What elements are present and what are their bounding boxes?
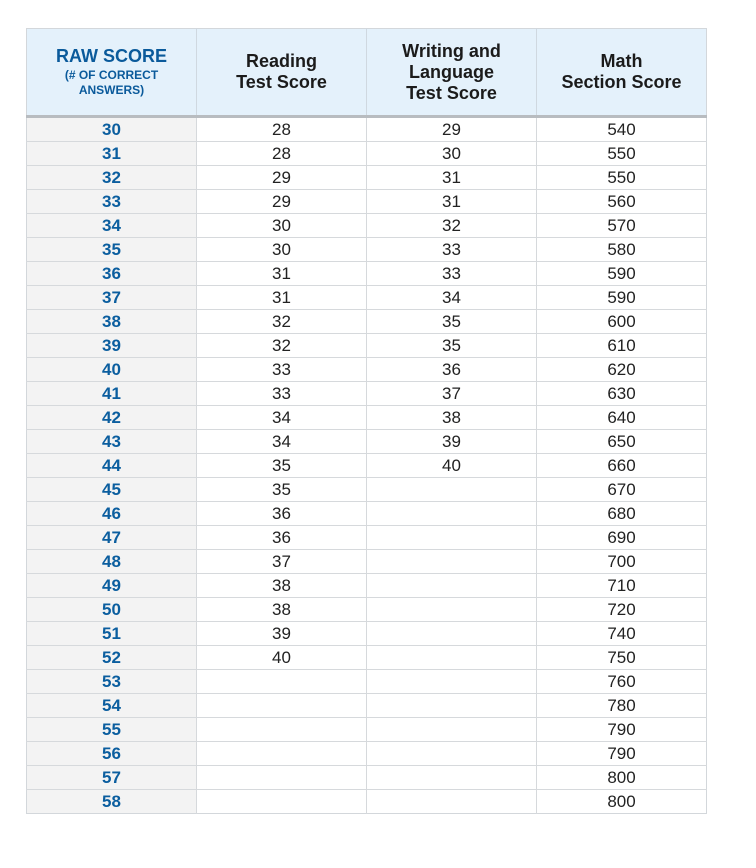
reading-score-cell: 29 [197, 190, 367, 214]
writing-score-cell [367, 502, 537, 526]
reading-score-cell: 32 [197, 310, 367, 334]
raw-score-cell: 58 [27, 790, 197, 814]
writing-score-cell [367, 550, 537, 574]
raw-score-cell: 52 [27, 646, 197, 670]
writing-score-cell [367, 718, 537, 742]
raw-score-cell: 43 [27, 430, 197, 454]
reading-score-cell: 28 [197, 142, 367, 166]
math-score-cell: 590 [537, 286, 707, 310]
writing-score-cell: 35 [367, 310, 537, 334]
raw-score-cell: 35 [27, 238, 197, 262]
reading-score-cell [197, 790, 367, 814]
raw-score-cell: 55 [27, 718, 197, 742]
raw-score-cell: 33 [27, 190, 197, 214]
math-score-cell: 570 [537, 214, 707, 238]
table-row [27, 406, 707, 430]
table-row [27, 790, 707, 814]
table-row [27, 742, 707, 766]
math-score-cell: 690 [537, 526, 707, 550]
table-row [27, 382, 707, 406]
raw-score-cell: 39 [27, 334, 197, 358]
writing-score-cell [367, 526, 537, 550]
reading-score-cell: 31 [197, 286, 367, 310]
raw-score-subtitle-line-2: ANSWERS) [78, 83, 145, 97]
writing-score-cell: 29 [367, 117, 537, 142]
table-row [27, 310, 707, 334]
reading-score-cell: 35 [197, 478, 367, 502]
raw-score-cell: 56 [27, 742, 197, 766]
raw-score-cell: 57 [27, 766, 197, 790]
writing-score-cell: 31 [367, 166, 537, 190]
math-score-cell: 630 [537, 382, 707, 406]
math-score-cell: 580 [537, 238, 707, 262]
table-row [27, 262, 707, 286]
table-body [27, 117, 707, 814]
table-row [27, 766, 707, 790]
math-score-cell: 670 [537, 478, 707, 502]
math-score-cell: 550 [537, 166, 707, 190]
reading-score-cell: 34 [197, 406, 367, 430]
writing-score-cell: 30 [367, 142, 537, 166]
writing-score-cell: 33 [367, 262, 537, 286]
table-row [27, 646, 707, 670]
math-score-cell: 780 [537, 694, 707, 718]
writing-score-cell [367, 670, 537, 694]
reading-score-cell: 32 [197, 334, 367, 358]
raw-score-cell: 38 [27, 310, 197, 334]
writing-score-cell: 39 [367, 430, 537, 454]
reading-score-cell: 37 [197, 550, 367, 574]
math-score-cell: 720 [537, 598, 707, 622]
writing-score-cell [367, 574, 537, 598]
reading-score-cell: 30 [197, 238, 367, 262]
table-row [27, 286, 707, 310]
raw-score-cell: 48 [27, 550, 197, 574]
raw-score-cell: 54 [27, 694, 197, 718]
raw-score-cell: 36 [27, 262, 197, 286]
math-score-cell: 590 [537, 262, 707, 286]
raw-score-cell: 53 [27, 670, 197, 694]
raw-score-cell: 50 [27, 598, 197, 622]
math-score-cell: 600 [537, 310, 707, 334]
writing-score-cell: 31 [367, 190, 537, 214]
writing-score-cell [367, 790, 537, 814]
raw-score-cell: 45 [27, 478, 197, 502]
math-score-cell: 680 [537, 502, 707, 526]
raw-score-cell: 41 [27, 382, 197, 406]
reading-header [197, 29, 367, 117]
reading-score-cell [197, 718, 367, 742]
table-row [27, 502, 707, 526]
writing-score-cell: 37 [367, 382, 537, 406]
writing-header-line-1: Writing and [402, 40, 501, 61]
math-score-cell: 790 [537, 718, 707, 742]
reading-score-cell [197, 694, 367, 718]
writing-score-cell [367, 478, 537, 502]
math-score-cell: 650 [537, 430, 707, 454]
raw-score-subtitle-line-1: (# OF CORRECT [64, 68, 159, 82]
math-score-cell: 710 [537, 574, 707, 598]
writing-score-cell: 34 [367, 286, 537, 310]
math-score-cell: 620 [537, 358, 707, 382]
math-header [537, 29, 707, 117]
table-row [27, 598, 707, 622]
math-score-cell: 660 [537, 454, 707, 478]
table-row [27, 117, 707, 142]
writing-header [367, 29, 537, 117]
table-row [27, 478, 707, 502]
math-header-line-1: Math [600, 51, 643, 71]
raw-score-cell: 49 [27, 574, 197, 598]
raw-score-title: RAW SCORE [55, 46, 167, 66]
reading-score-cell: 29 [197, 166, 367, 190]
reading-header-line-2: Test Score [236, 72, 327, 92]
math-score-cell: 740 [537, 622, 707, 646]
table-row [27, 694, 707, 718]
writing-score-cell [367, 646, 537, 670]
raw-score-cell: 40 [27, 358, 197, 382]
table-row [27, 214, 707, 238]
writing-score-cell [367, 742, 537, 766]
reading-score-cell: 34 [197, 430, 367, 454]
reading-score-cell: 33 [197, 358, 367, 382]
writing-score-cell: 32 [367, 214, 537, 238]
reading-score-cell [197, 766, 367, 790]
reading-score-cell: 31 [197, 262, 367, 286]
table-row [27, 526, 707, 550]
table-header [27, 29, 707, 117]
math-header-line-2: Section Score [561, 72, 682, 92]
raw-score-cell: 30 [27, 117, 197, 142]
reading-score-cell: 39 [197, 622, 367, 646]
header-row [27, 29, 707, 117]
math-score-cell: 700 [537, 550, 707, 574]
raw-score-cell: 34 [27, 214, 197, 238]
table-row [27, 358, 707, 382]
table-row [27, 142, 707, 166]
math-score-cell: 790 [537, 742, 707, 766]
table-row [27, 550, 707, 574]
math-score-cell: 760 [537, 670, 707, 694]
math-score-cell: 750 [537, 646, 707, 670]
reading-score-cell: 28 [197, 117, 367, 142]
table-row [27, 454, 707, 478]
writing-score-cell: 36 [367, 358, 537, 382]
math-score-cell: 560 [537, 190, 707, 214]
reading-score-cell: 36 [197, 526, 367, 550]
score-conversion-table [26, 28, 707, 814]
table-row [27, 622, 707, 646]
reading-score-cell: 40 [197, 646, 367, 670]
writing-score-cell [367, 694, 537, 718]
reading-score-cell: 30 [197, 214, 367, 238]
math-score-cell: 640 [537, 406, 707, 430]
math-score-cell: 540 [537, 117, 707, 142]
raw-score-cell: 37 [27, 286, 197, 310]
math-score-cell: 550 [537, 142, 707, 166]
reading-score-cell: 35 [197, 454, 367, 478]
reading-score-cell [197, 742, 367, 766]
writing-score-cell: 35 [367, 334, 537, 358]
table-row [27, 574, 707, 598]
raw-score-cell: 31 [27, 142, 197, 166]
reading-score-cell: 36 [197, 502, 367, 526]
raw-score-cell: 47 [27, 526, 197, 550]
table-row [27, 430, 707, 454]
table-row [27, 670, 707, 694]
reading-score-cell: 38 [197, 598, 367, 622]
writing-score-cell: 33 [367, 238, 537, 262]
reading-score-cell: 38 [197, 574, 367, 598]
writing-header-line-2: Language [408, 61, 494, 82]
raw-score-cell: 44 [27, 454, 197, 478]
table-row [27, 190, 707, 214]
math-score-cell: 610 [537, 334, 707, 358]
reading-score-cell [197, 670, 367, 694]
writing-score-cell: 38 [367, 406, 537, 430]
math-score-cell: 800 [537, 766, 707, 790]
writing-score-cell [367, 622, 537, 646]
table-row [27, 334, 707, 358]
writing-score-cell [367, 598, 537, 622]
raw-score-cell: 46 [27, 502, 197, 526]
raw-score-cell: 51 [27, 622, 197, 646]
table-row [27, 238, 707, 262]
writing-score-cell [367, 766, 537, 790]
raw-score-header [27, 29, 197, 117]
math-score-cell: 800 [537, 790, 707, 814]
writing-header-line-3: Test Score [406, 82, 497, 103]
raw-score-cell: 42 [27, 406, 197, 430]
table-row [27, 718, 707, 742]
reading-header-line-1: Reading [245, 51, 317, 71]
raw-score-cell: 32 [27, 166, 197, 190]
table-row [27, 166, 707, 190]
reading-score-cell: 33 [197, 382, 367, 406]
writing-score-cell: 40 [367, 454, 537, 478]
